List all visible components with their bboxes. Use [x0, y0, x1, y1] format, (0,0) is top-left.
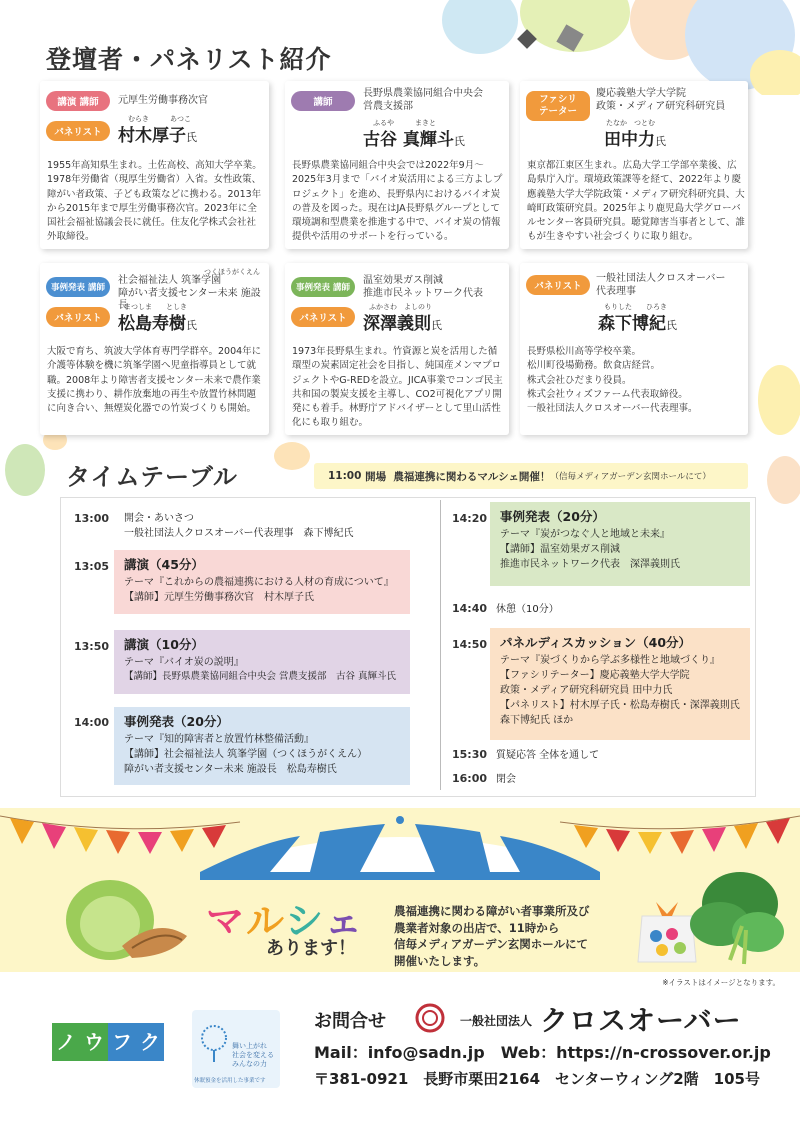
speaker-card-matsushima: [40, 263, 269, 435]
speaker-affiliation: 一般社団法人クロスオーバー 代表理事: [596, 273, 726, 297]
speaker-name: 深澤義則氏: [363, 314, 442, 334]
speaker-card-morishita: [520, 263, 748, 435]
timetable-entry-panel: パネルディスカッション（40分） テーマ『炭づくりから学ぶ多様性と地域づくり』 【ファシリテーター】慶応義塾大学大学院 政策・メディア研究科研究員 田中力氏 【パネリスト】村木厚子氏・松島寿樹氏・深澤義則氏 森下博紀氏 ほか: [490, 628, 750, 740]
speaker-affiliation: 慶応義塾大学大学院 政策・メディア研究科研究員: [596, 88, 726, 112]
opening-label: 開場: [365, 470, 387, 483]
marche-tent-icon: [160, 812, 640, 886]
timetable-entry-qa: 質疑応答 全体を通して: [496, 750, 600, 761]
speaker-card-muraki: [40, 81, 269, 249]
speaker-name: 村木厚子氏: [118, 126, 197, 146]
role-pill-panelist: パネリスト: [291, 307, 355, 327]
timetable-entry-lecture-2: 講演（10分） テーマ『バイオ炭の説明』 【講師】長野県農業協同組合中央会 営農支援部 古谷 真輝斗氏: [114, 630, 410, 694]
illustration-note: ※イラストはイメージとなります。: [662, 978, 780, 987]
dormant-deposit-logo: [192, 1010, 280, 1088]
speaker-name-ruby: ふるや まきと: [373, 119, 436, 127]
marche-subtitle: あります！: [266, 938, 356, 959]
speaker-bio: 東京都江東区生まれ。広島大学工学部卒業後、広島県庁入庁。環境政策課等を経て、2022年より慶應義塾大学大学院政策・メディア研究科研究員、大崎町政策研究員。2025年より鹿児島大学グローバルセンター客員研究員。聴覚障害当事者として、誰もが生きやすい社会づくりに取り組む。: [527, 160, 745, 243]
crossover-logo-icon: [410, 1002, 450, 1034]
speaker-affiliation: 長野県農業協同組合中央会 営農支援部: [363, 88, 483, 112]
opening-time: 11:00: [328, 470, 362, 482]
speaker-bio: 長野県松川高等学校卒業。 松川町役場勤務。飲食店経営。 株式会社ひだまり役員。 株式会社ウィズファーム代表取締役。 一般社団法人クロスオーバー代表理事。: [527, 346, 698, 414]
speaker-name-ruby: ふかさわ よしのり: [369, 303, 432, 311]
speaker-name-ruby: まつしま としき: [124, 303, 187, 311]
org-prefix: 一般社団法人: [460, 1014, 533, 1028]
speaker-name-ruby: たなか つとむ: [606, 119, 655, 127]
role-pill-case-lecturer: 事例発表 講師: [291, 277, 355, 297]
speaker-bio: 大阪で育ち、筑波大学体育専門学群卒。2004年に介護等体験を機に筑峯学園へ児童指導員として就職。2008年より障害者支援センター未来で農作業支援に携わり、耕作放棄地の再生や放置竹林問題に向き合い、無煙炭化器での竹炭づくりも開始。: [47, 346, 262, 414]
time-label: 15:30: [452, 748, 488, 761]
timetable-heading: タイムテーブル: [66, 463, 238, 491]
speaker-name: 古谷 真輝斗氏: [363, 130, 465, 150]
opening-note: （信毎メディアガーデン玄関ホールにて）: [550, 472, 711, 482]
partner-slogan: 舞い上がれ 社会を変える みんなの力: [232, 1042, 274, 1069]
speaker-name: 松島寿樹氏: [118, 314, 197, 334]
spinach-illustration-icon: [680, 864, 790, 974]
timetable-entry-lecture-1: 講演（45分） テーマ『これからの農福連携における人材の育成について』 【講師】元厚生労働事務次官 村木厚子氏: [114, 550, 410, 614]
timetable-entry-case-1: 事例発表（20分） テーマ『知的障害者と放置竹林整備活動』 【講師】社会福祉法人 筑峯学園（つくほうがくえん） 障がい者支援センター未来 施設長 松島寿樹氏: [114, 707, 410, 785]
role-pill-case-lecturer: 事例発表 講師: [46, 277, 110, 297]
decoration-left-mid: [0, 430, 70, 500]
org-name: クロスオーバー: [540, 1004, 742, 1037]
time-label: 14:50: [452, 638, 488, 651]
speaker-card-furuya: [285, 81, 509, 249]
speakers-heading: 登壇者・パネリスト紹介: [46, 45, 332, 74]
time-label: 16:00: [452, 772, 488, 785]
timetable-entry-case-2: 事例発表（20分） テーマ『炭がつなぐ人と地域と未来』 【講師】温室効果ガス削減 推進市民ネットワーク代表 深澤義則氏: [490, 502, 750, 586]
role-pill-panelist: パネリスト: [46, 307, 110, 327]
dandelion-icon: [194, 1022, 234, 1062]
speaker-name: 森下博紀氏: [598, 314, 677, 334]
speaker-affiliation: 元厚生労働事務次官: [118, 95, 208, 106]
speaker-name: 田中力氏: [604, 130, 666, 150]
contact-label: お問合せ: [314, 1011, 386, 1032]
speaker-bio: 1955年高知県生まれ。土佐高校、高知大学卒業。1978年労働省（現厚生労働省）入省。女性政策、障がい者政策、子ども政策などに携わる。2013年から2015年まで厚生労働事務次官。2023年に全国社会福祉協議会長に就任。住友化学株式会社社外取締役。: [47, 160, 262, 243]
speaker-card-fukasawa: [285, 263, 509, 435]
timetable-entry-break: 休憩（10分）: [496, 604, 559, 615]
noufuku-logo: ノ ウ フ ク: [52, 1023, 164, 1061]
timetable-divider: [440, 500, 441, 790]
timetable-entry-closing: 閉会: [496, 774, 516, 785]
opening-banner: [314, 463, 748, 489]
affiliation-ruby: つくほうがくえん: [204, 268, 260, 276]
time-label: 13:05: [74, 560, 110, 573]
marche-title: マルシェ: [206, 899, 365, 943]
speaker-card-tanaka: [520, 81, 748, 249]
role-pill-panelist: パネリスト: [526, 275, 590, 295]
timetable-entry-opening: 開会・あいさつ 一般社団法人クロスオーバー代表理事 森下博紀氏: [124, 513, 354, 539]
speaker-bio: 長野県農業協同組合中央会では2022年9月～2025年3月まで「バイオ炭活用による三方よしプロジェクト」を進め、長野県内におけるバイオ炭の普及を図った。現在はJA長野県グループとして環境調和型農業を推進する中で、バイオ炭の情報提供や活用のサポートを行っている。: [292, 160, 503, 243]
partner-caption: 休眠預金を活用した事業です: [194, 1078, 266, 1084]
opening-text: 農福連携に関わるマルシェ開催！: [393, 470, 551, 483]
speaker-name-ruby: もりした ひろき: [604, 303, 667, 311]
time-label: 14:00: [74, 716, 110, 729]
contact-address: 〒381-0921 長野市栗田2164 センターウィング2階 105号: [314, 1070, 760, 1088]
marche-description: 農福連携に関わる障がい者事業所及び 農業者対象の出店で、11時から 信毎メディアガーデン玄関ホールにて 開催いたします。: [394, 904, 590, 969]
cabbage-illustration-icon: [62, 876, 192, 966]
role-pill-panelist: パネリスト: [46, 121, 110, 141]
time-label: 13:50: [74, 640, 110, 653]
speaker-name-ruby: むらき あつこ: [128, 115, 191, 123]
time-label: 14:40: [452, 602, 488, 615]
role-pill-lecturer: 講師: [291, 91, 355, 111]
time-label: 14:20: [452, 512, 488, 525]
decoration-timetable-heading: [262, 436, 322, 476]
role-pill-lecturer: 講演 講師: [46, 91, 110, 111]
role-pill-facilitator: ファシリ テーター: [526, 91, 590, 121]
decoration-right-mid: [740, 280, 800, 530]
speaker-affiliation: 社会福祉法人 筑峯学園 障がい者支援センター未来 施設長: [118, 275, 261, 311]
time-label: 13:00: [74, 512, 110, 525]
speaker-affiliation: 温室効果ガス削減 推進市民ネットワーク代表: [363, 275, 483, 299]
contact-mail-web[interactable]: Mail：info@sadn.jp Web：https://n-crossover.or.jp: [314, 1043, 771, 1062]
speaker-bio: 1973年長野県生まれ。竹資源と炭を活用した循環型の炭素固定社会を目指し、純国産メンマプロジェクトやG-REDを設立。JICA事業でコンゴ民主共和国の製炭支援を主導し、CO2可視化アプリ開発にも着手。林野庁アドバイザーとして里山活性化にも取り組む。: [292, 346, 503, 429]
